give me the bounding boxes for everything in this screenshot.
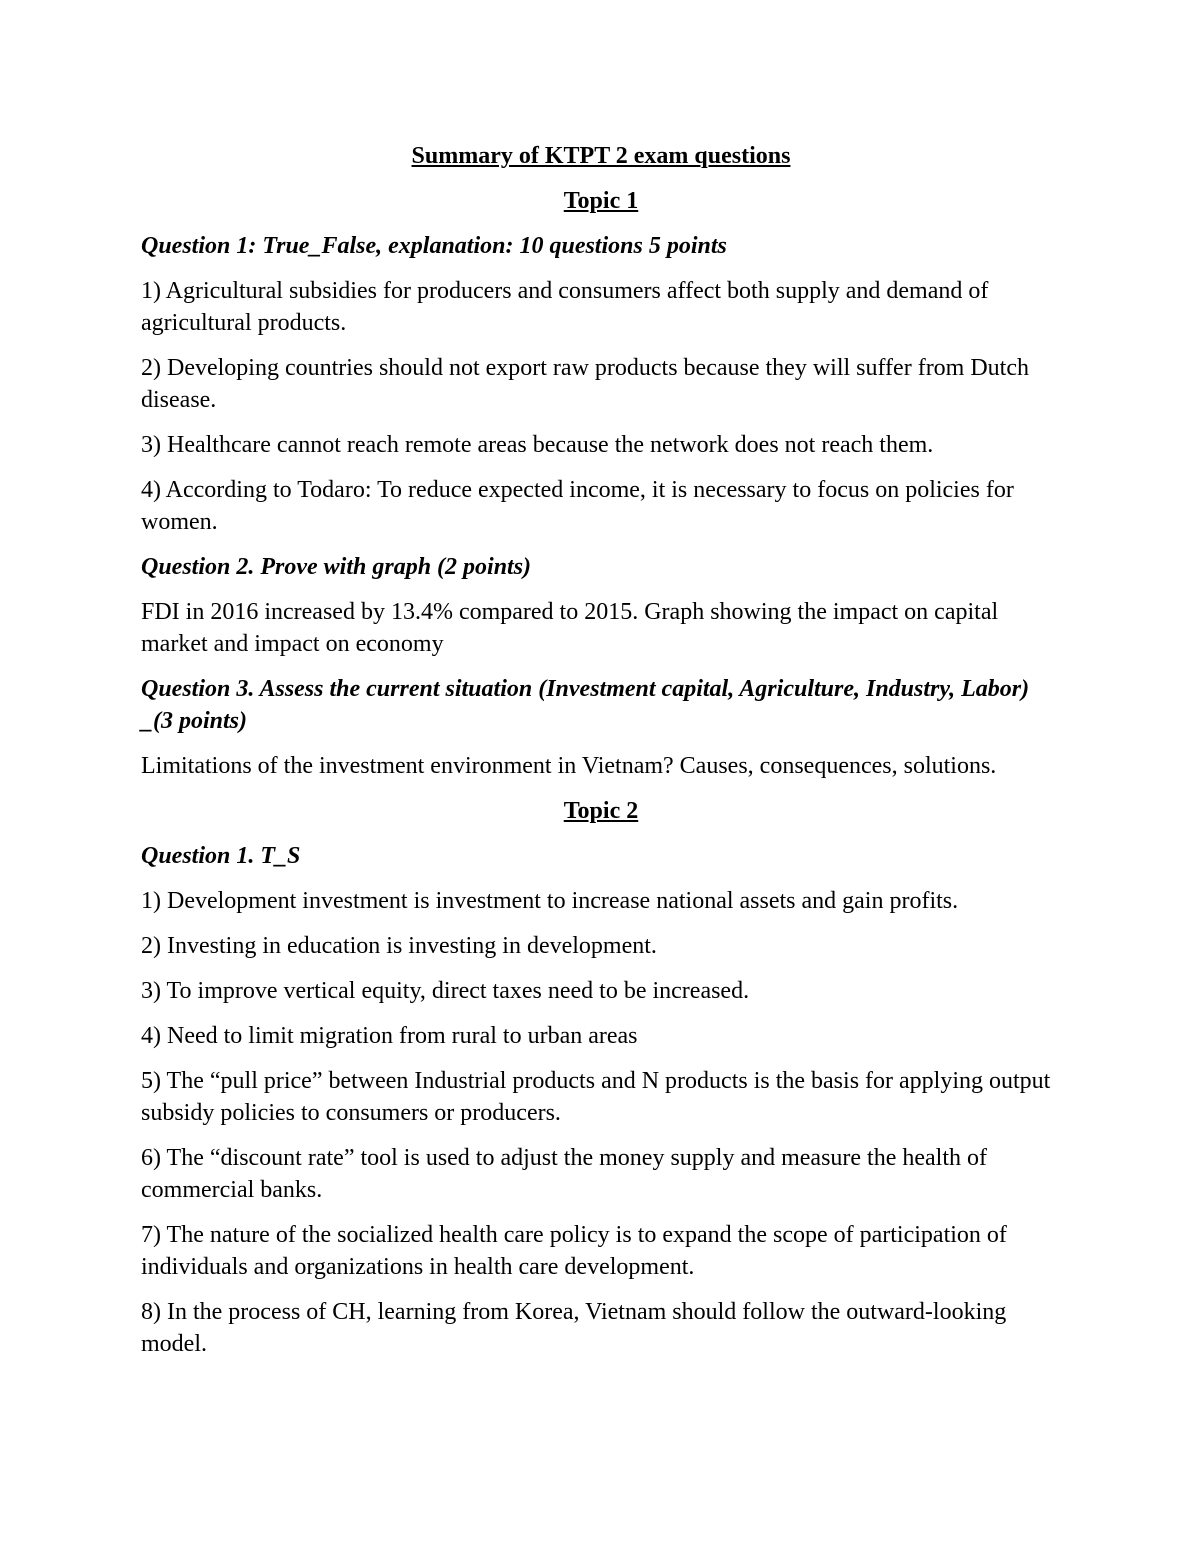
list-item: 6) The “discount rate” tool is used to adjust the money supply and measure the health of commercial banks.: [141, 1145, 988, 1203]
list-item: 4) According to Todaro: To reduce expected income, it is necessary to focus on policies for women.: [141, 477, 1014, 535]
topic-1-heading: Topic 1: [563, 188, 639, 214]
list-item: 8) In the process of CH, learning from Korea, Vietnam should follow the outward-looking model.: [141, 1299, 1007, 1357]
topic-1-question-2-heading: Question 2. Prove with graph (2 points): [141, 554, 532, 580]
list-item: 7) The nature of the socialized health care policy is to expand the scope of participation of individuals and organizations in health care development.: [141, 1222, 1007, 1280]
topic-2-heading: Topic 2: [563, 798, 639, 824]
topic-1-question-2-text: FDI in 2016 increased by 13.4% compared to 2015. Graph showing the impact on capital market and impact on economy: [141, 599, 999, 657]
document-title: Summary of KTPT 2 exam questions: [411, 143, 791, 169]
list-item: 3) Healthcare cannot reach remote areas because the network does not reach them.: [141, 432, 934, 458]
topic-1-question-3-heading: Question 3. Assess the current situation (Investment capital, Agriculture, Industry, Labor) _(3 points): [141, 676, 1030, 734]
list-item: 1) Agricultural subsidies for producers and consumers affect both supply and demand of agricultural products.: [141, 278, 989, 336]
list-item: 3) To improve vertical equity, direct taxes need to be increased.: [141, 978, 750, 1004]
list-item: 1) Development investment is investment to increase national assets and gain profits.: [141, 888, 959, 914]
topic-1-question-1-heading: Question 1: True_False, explanation: 10 questions 5 points: [141, 233, 727, 259]
list-item: 2) Developing countries should not export raw products because they will suffer from Dutch disease.: [141, 355, 1029, 413]
document-body: [141, 140, 1061, 1373]
list-item: 5) The “pull price” between Industrial products and N products is the basis for applying output subsidy policies to consumers or producers.: [141, 1068, 1051, 1126]
topic-2-question-1-heading: Question 1. T_S: [141, 843, 301, 869]
topic-1-question-3-text: Limitations of the investment environment in Vietnam? Causes, consequences, solutions.: [141, 753, 997, 779]
list-item: 2) Investing in education is investing in development.: [141, 933, 657, 959]
list-item: 4) Need to limit migration from rural to urban areas: [141, 1023, 638, 1049]
